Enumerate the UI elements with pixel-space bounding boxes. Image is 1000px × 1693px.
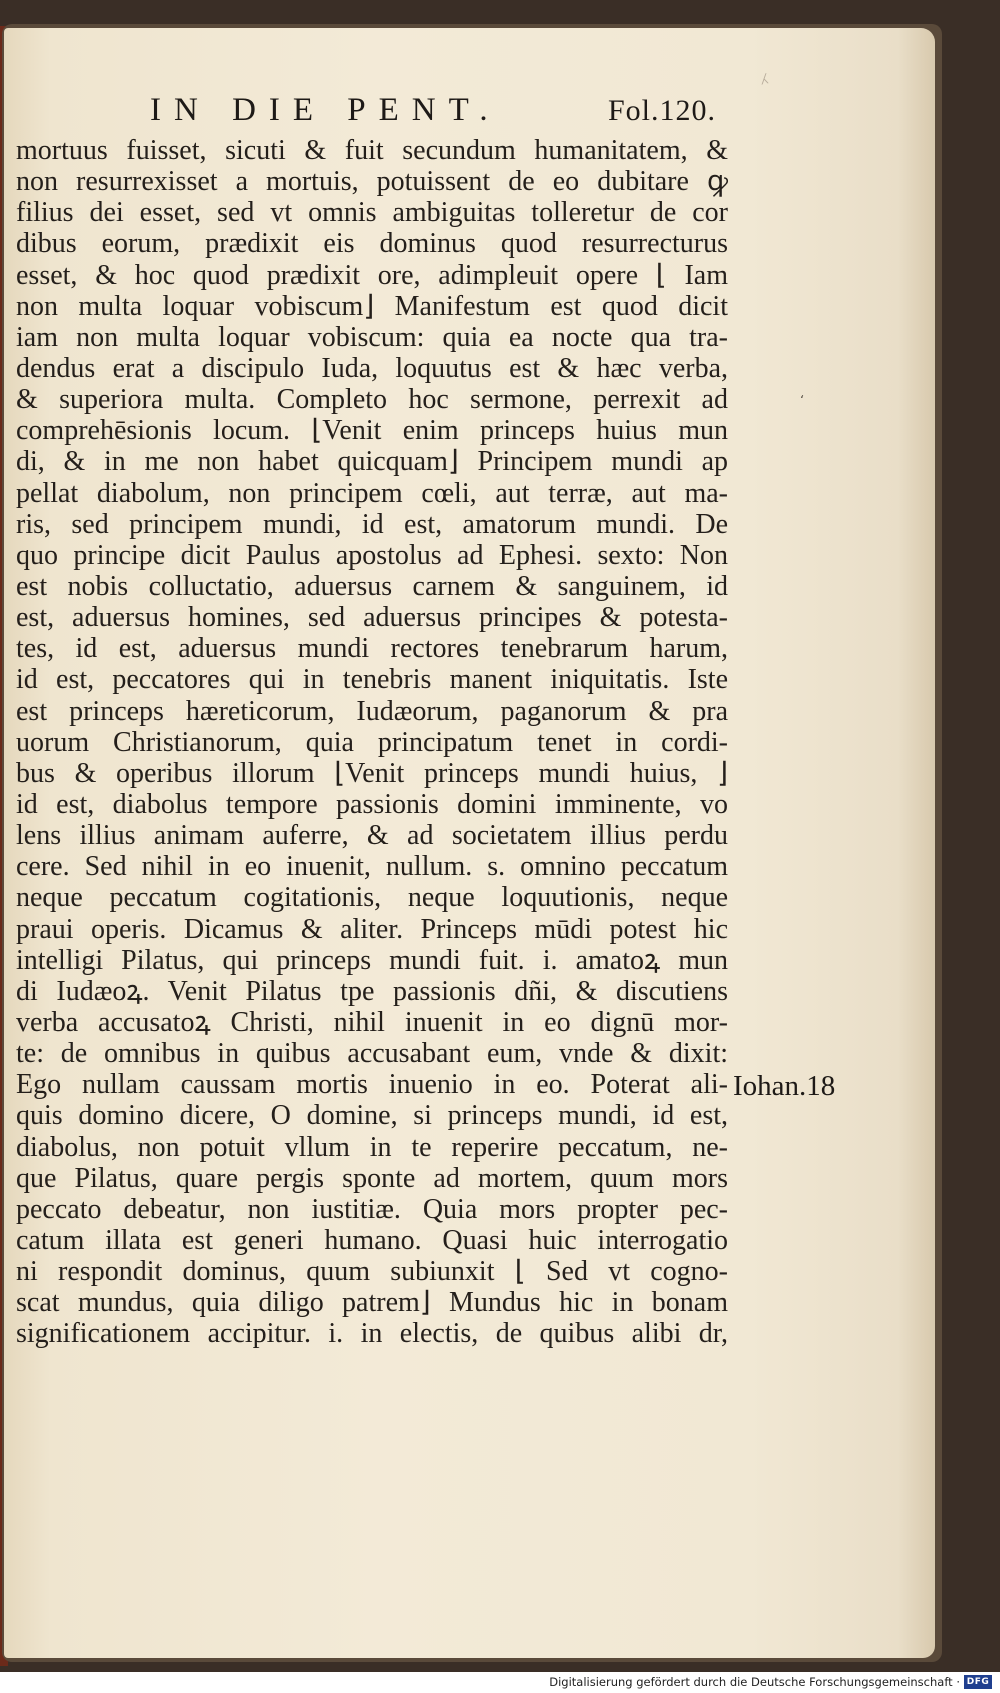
text-line: tes, id est, aduersus mundi rectores tenebrarum harum, xyxy=(16,633,728,665)
text-line: catum illata est generi humano. Quasi huic interrogatio xyxy=(16,1224,728,1256)
text-line: diabolus, non potuit vllum in te reperire peccatum, ne- xyxy=(16,1131,728,1163)
margin-note: Iohan.18 xyxy=(733,1070,836,1102)
text-line: peccato debeatur, non iustitiæ. Quia mors propter pec- xyxy=(16,1193,728,1225)
text-line: neque peccatum cogitationis, neque loquutionis, neque xyxy=(16,882,728,914)
text-line: scat mundus, quia diligo patrem⌋ Mundus hic in bonam xyxy=(16,1287,728,1319)
text-line: esset, & hoc quod prædixit ore, adimpleuit opere ⌊ Iam xyxy=(16,259,728,291)
text-line: uorum Christianorum, quia principatum tenet in cordi- xyxy=(16,726,728,758)
text-line: quo principe dicit Paulus apostolus ad Ephesi. sexto: Non xyxy=(16,539,728,571)
text-line: intelligi Pilatus, qui princeps mundi fuit. i. amatoꝝ mun xyxy=(16,944,728,976)
text-line: comprehēsionis locum. ⌊Venit enim princeps huius mun xyxy=(16,415,728,447)
footer-credit: Digitalisierung gefördert durch die Deutsche Forschungsgemeinschaft · xyxy=(549,1675,960,1689)
text-line: id est, diabolus tempore passionis domini imminente, vo xyxy=(16,788,728,820)
body-text xyxy=(16,135,728,1349)
text-line: te: de omnibus in quibus accusabant eum, vnde & dixit: xyxy=(16,1038,728,1070)
text-line: iam non multa loquar vobiscum: quia ea nocte qua tra- xyxy=(16,321,728,353)
text-line: est princeps hæreticorum, Iudæorum, paganorum & pra xyxy=(16,695,728,727)
folio-number: Fol.120. xyxy=(608,94,717,127)
text-line: est nobis colluctatio, aduersus carnem & sanguinem, id xyxy=(16,570,728,602)
text-line: mortuus fuisset, sicuti & fuit secundum humanitatem, & xyxy=(16,135,728,166)
text-line: non multa loquar vobiscum⌋ Manifestum est quod dicit xyxy=(16,290,728,322)
footer-bar xyxy=(0,1672,1000,1693)
text-line: cere. Sed nihil in eo inuenit, nullum. s. omnino peccatum xyxy=(16,851,728,883)
text-line: praui operis. Dicamus & aliter. Princeps mūdi potest hic xyxy=(16,913,728,945)
margin-mark: ‘ xyxy=(800,393,804,407)
text-line: di Iudæoꝝ. Venit Pilatus tpe passionis dñi, & discutiens xyxy=(16,975,728,1007)
text-line: bus & operibus illorum ⌊Venit princeps mundi huius, ⌋ xyxy=(16,757,728,789)
text-line: di, & in me non habet quicquam⌋ Principem mundi ap xyxy=(16,446,728,478)
dfg-logo: DFG xyxy=(964,1675,992,1689)
text-line: id est, peccatores qui in tenebris manent iniquitatis. Iste xyxy=(16,664,728,696)
text-line: lens illius animam auferre, & ad societatem illius perdu xyxy=(16,820,728,852)
text-line: pellat diabolum, non principem cœli, aut terræ, aut ma- xyxy=(16,477,728,509)
text-line: ni respondit dominus, quum subiunxit ⌊ Sed vt cogno- xyxy=(16,1256,728,1288)
pencil-mark: ⁁ xyxy=(757,59,769,86)
text-line: Ego nullam caussam mortis inuenio in eo. Poterat ali- xyxy=(16,1069,728,1101)
text-line: verba accusatoꝝ Christi, nihil inuenit in eo dignū mor- xyxy=(16,1006,728,1038)
text-line: dibus eorum, prædixit eis dominus quod resurrecturus xyxy=(16,228,728,260)
running-head-title: IN DIE PENT. xyxy=(150,92,501,128)
text-line: & superiora multa. Completo hoc sermone, perrexit ad xyxy=(16,384,728,416)
text-line: est, aduersus homines, sed aduersus principes & potesta- xyxy=(16,602,728,634)
text-line: non resurrexisset a mortuis, potuissent de eo dubitare ꝙ xyxy=(16,166,728,198)
text-line: quis domino dicere, O domine, si princeps mundi, id est, xyxy=(16,1100,728,1132)
text-line: filius dei esset, sed vt omnis ambiguitas tolleretur de cor xyxy=(16,197,728,229)
text-line: que Pilatus, quare pergis sponte ad mortem, quum mors xyxy=(16,1162,728,1194)
text-line: ris, sed principem mundi, id est, amatorum mundi. De xyxy=(16,508,728,540)
text-line: dendus erat a discipulo Iuda, loquutus est & hæc verba, xyxy=(16,352,728,384)
running-head xyxy=(0,92,935,132)
text-line: significationem accipitur. i. in electis, de quibus alibi dr, xyxy=(16,1318,728,1350)
